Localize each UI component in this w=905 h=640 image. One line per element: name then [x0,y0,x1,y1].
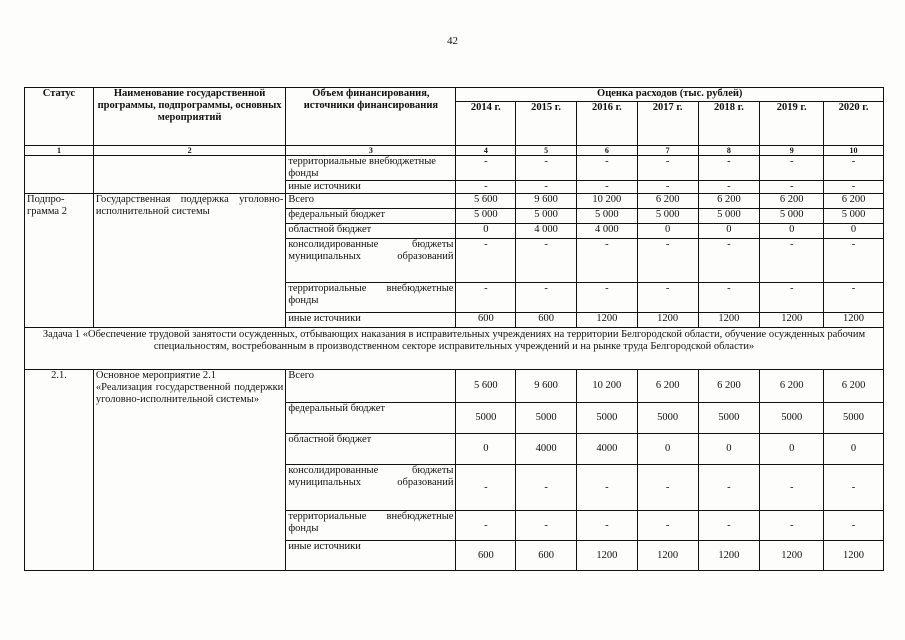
value-cell: 1200 [824,313,884,328]
source-cell: консолидированные бюджеты муниципальных образований [286,465,456,511]
value-cell: - [760,156,824,181]
column-number: 3 [286,146,456,156]
header-year: 2019 г. [760,102,824,146]
column-number: 2 [93,146,285,156]
value-cell: 600 [456,313,516,328]
value-cell: 1200 [637,313,698,328]
source-cell: областной бюджет [286,224,456,239]
value-cell: - [456,239,516,283]
value-cell: 6 200 [824,194,884,209]
column-number: 7 [637,146,698,156]
source-cell: территориальные внебюджетные фонды [286,156,456,181]
value-cell: 5 600 [456,194,516,209]
value-cell: - [576,511,637,541]
column-number: 5 [516,146,577,156]
value-cell: - [637,511,698,541]
value-cell: 6 200 [760,370,824,403]
column-number: 9 [760,146,824,156]
status-cell [25,156,94,194]
value-cell: - [516,239,577,283]
value-cell: - [637,465,698,511]
source-cell: федеральный бюджет [286,403,456,434]
source-cell: иные источники [286,181,456,194]
value-cell: - [637,156,698,181]
value-cell: 0 [698,224,760,239]
value-cell: 1200 [698,313,760,328]
value-cell: 5000 [576,403,637,434]
value-cell: 6 200 [698,370,760,403]
value-cell: 1200 [824,541,884,571]
column-number: 10 [824,146,884,156]
value-cell: 0 [824,224,884,239]
name-cell: Государственная поддержка уголовно-исполнительной системы [93,194,285,328]
value-cell: 600 [516,313,577,328]
value-cell: - [576,465,637,511]
table-row [25,370,884,403]
column-number: 6 [576,146,637,156]
value-cell: - [824,283,884,313]
value-cell: - [516,511,577,541]
value-cell: - [760,283,824,313]
value-cell: 5 000 [576,209,637,224]
value-cell: 1200 [760,313,824,328]
value-cell: 0 [824,434,884,465]
header-year: 2018 г. [698,102,760,146]
value-cell: 0 [637,434,698,465]
value-cell: 6 200 [760,194,824,209]
value-cell: 5000 [698,403,760,434]
value-cell: 1200 [760,541,824,571]
value-cell: 5000 [516,403,577,434]
name-cell [93,370,285,571]
value-cell: - [456,511,516,541]
value-cell: 1200 [698,541,760,571]
value-cell: - [576,239,637,283]
value-cell: 4 000 [576,224,637,239]
value-cell: 5 600 [456,370,516,403]
value-cell: - [760,465,824,511]
value-cell: - [824,156,884,181]
header-year: 2014 г. [456,102,516,146]
value-cell: - [456,283,516,313]
value-cell: 0 [456,224,516,239]
value-cell: 1200 [637,541,698,571]
value-cell: - [576,156,637,181]
measure-title: Основное мероприятие 2.1 [95,370,216,381]
value-cell: 0 [698,434,760,465]
source-cell: Всего [286,370,456,403]
table-row [25,194,884,209]
value-cell: - [698,156,760,181]
value-cell: - [760,181,824,194]
source-cell: территориальные внебюджетные фонды [286,511,456,541]
source-cell: консолидированные бюджеты муниципальных образований [286,239,456,283]
value-cell: 6 200 [637,370,698,403]
value-cell: 6 200 [824,370,884,403]
value-cell: 0 [760,434,824,465]
value-cell: 10 200 [576,194,637,209]
header-year: 2016 г. [576,102,637,146]
value-cell: 5 000 [516,209,577,224]
value-cell: - [698,511,760,541]
value-cell: 5000 [456,403,516,434]
page-number: 42 [447,35,458,47]
value-cell: 6 200 [637,194,698,209]
value-cell: - [824,181,884,194]
task-text: Задача 1 «Обеспечение трудовой занятости осужденных, отбывающих наказания в исправительных учреждениях на территории Белгородской области, обучение осужденных рабочим специальностям, востребованным в производственном секторе исправительных учреждений и на рынке труда Белгородской области» [25,328,884,370]
value-cell: - [637,283,698,313]
source-cell: иные источники [286,541,456,571]
header-volume: Объем финансирования, источники финансирования [286,88,456,146]
value-cell: - [824,239,884,283]
value-cell: - [516,283,577,313]
value-cell: 5 000 [698,209,760,224]
value-cell: 600 [456,541,516,571]
value-cell: - [698,283,760,313]
value-cell: 6 200 [698,194,760,209]
value-cell: 1200 [576,541,637,571]
value-cell: 5 000 [760,209,824,224]
value-cell: - [698,239,760,283]
task-row [25,328,884,370]
header-year: 2017 г. [637,102,698,146]
value-cell: 4000 [576,434,637,465]
header-year: 2020 г. [824,102,884,146]
value-cell: 5000 [824,403,884,434]
status-cell: Подпро-грамма 2 [25,194,94,328]
value-cell: 9 600 [516,370,577,403]
value-cell: - [637,239,698,283]
value-cell: - [576,283,637,313]
value-cell: - [824,465,884,511]
column-number: 8 [698,146,760,156]
value-cell: 1200 [576,313,637,328]
table-row [25,156,884,181]
source-cell: территориальные внебюджетные фонды [286,283,456,313]
value-cell: 0 [637,224,698,239]
source-cell: иные источники [286,313,456,328]
value-cell: 600 [516,541,577,571]
value-cell: - [698,465,760,511]
value-cell: - [456,181,516,194]
value-cell: 4 000 [516,224,577,239]
measure-description: «Реализация государственной поддержки уголовно-исполнительной системы» [95,382,284,405]
value-cell: - [516,465,577,511]
value-cell: 5 000 [637,209,698,224]
column-number: 1 [25,146,94,156]
value-cell: 10 200 [576,370,637,403]
header-year: 2015 г. [516,102,577,146]
value-cell: 4000 [516,434,577,465]
value-cell: 5 000 [456,209,516,224]
header-status: Статус [25,88,94,146]
source-cell: областной бюджет [286,434,456,465]
header-estimate: Оценка расходов (тыс. рублей) [456,88,884,102]
value-cell: - [760,511,824,541]
header-name: Наименование государственной программы, подпрограммы, основных мероприятий [93,88,285,146]
value-cell: - [760,239,824,283]
value-cell: 0 [760,224,824,239]
value-cell: - [516,156,577,181]
source-cell: Всего [286,194,456,209]
value-cell: - [824,511,884,541]
value-cell: 5000 [637,403,698,434]
value-cell: - [456,465,516,511]
status-cell: 2.1. [25,370,94,571]
value-cell: - [456,156,516,181]
value-cell: 5 000 [824,209,884,224]
value-cell: 9 600 [516,194,577,209]
value-cell: 5000 [760,403,824,434]
value-cell: - [698,181,760,194]
column-number: 4 [456,146,516,156]
name-cell [93,156,285,194]
value-cell: - [516,181,577,194]
source-cell: федеральный бюджет [286,209,456,224]
value-cell: - [637,181,698,194]
value-cell: 0 [456,434,516,465]
financing-table [24,87,884,571]
value-cell: - [576,181,637,194]
